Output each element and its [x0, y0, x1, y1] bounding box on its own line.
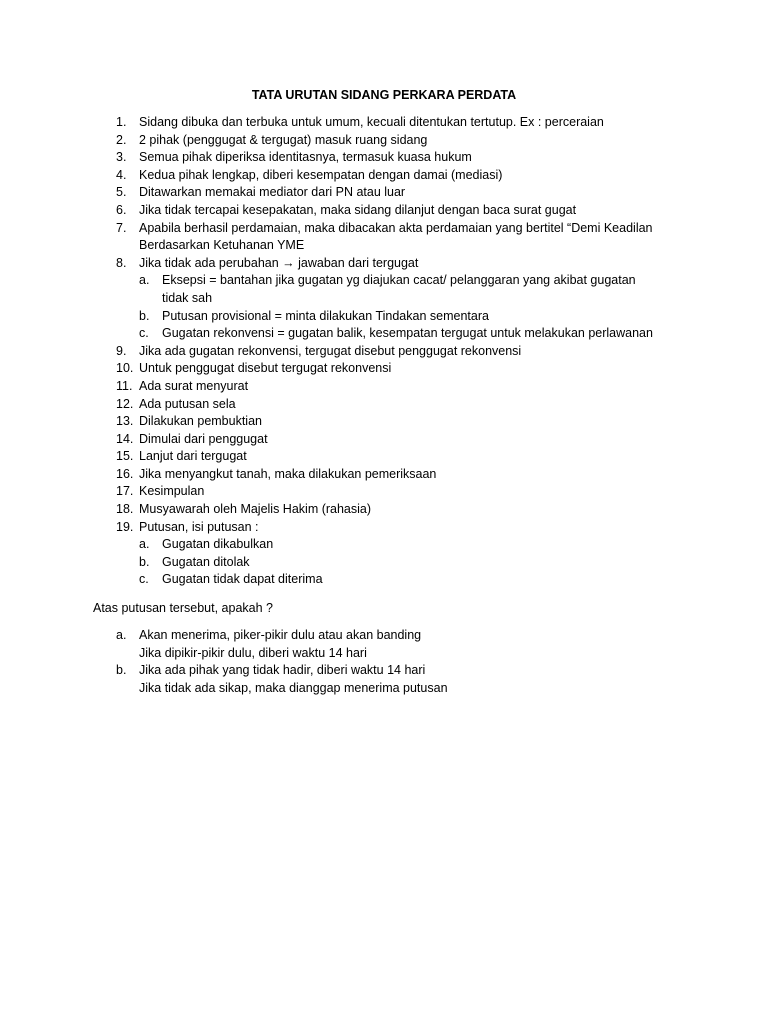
sub-item-text: Gugatan dikabulkan — [162, 537, 274, 552]
item-number: 14. — [116, 431, 134, 446]
item-number: 4. — [116, 167, 127, 182]
sub-item-8a — [0, 272, 768, 290]
answer-letter: a. — [116, 628, 127, 642]
item-text: Jika tidak tercapai kesepakatan, maka sidang dilanjut dengan baca surat gugat — [139, 202, 577, 217]
item-number: 8. — [116, 255, 127, 270]
list-item-19 — [0, 519, 768, 537]
item-number: 1. — [116, 115, 127, 129]
item-text: Jika menyangkut tanah, maka dilakukan pemeriksaan — [139, 466, 437, 481]
list-item-12 — [0, 396, 768, 414]
list-item-18 — [0, 501, 768, 519]
list-item-3 — [0, 149, 768, 167]
list-item-11 — [0, 378, 768, 396]
item-number: 10. — [116, 361, 134, 376]
sub-item-19a — [0, 536, 768, 554]
answer-b-line2 — [0, 680, 768, 698]
item-number: 17. — [116, 484, 134, 499]
sub-item-text: Putusan provisional = minta dilakukan Tindakan sementara — [162, 308, 489, 323]
item-text: Kesimpulan — [139, 484, 205, 499]
sub-item-text: Gugatan rekonvensi = gugatan balik, kesempatan tergugat untuk melakukan perlawanan — [162, 326, 653, 341]
item-number: 15. — [116, 449, 134, 464]
list-item-14 — [0, 431, 768, 449]
sub-item-19b — [0, 554, 768, 572]
sub-item-8c — [0, 325, 768, 343]
item-text: Ditawarkan memakai mediator dari PN atau luar — [139, 185, 406, 200]
list-item-13 — [0, 413, 768, 431]
answer-letter: b. — [116, 663, 127, 678]
answer-a — [0, 627, 768, 645]
item-number: 19. — [116, 519, 134, 534]
item-text: Apabila berhasil perdamaian, maka dibacakan akta perdamaian yang bertitel “Demi Keadilan — [139, 220, 653, 235]
sub-item-text-continued: tidak sah — [162, 290, 213, 305]
item-text: Dilakukan pembuktian — [139, 414, 262, 429]
sub-item-letter: b. — [139, 308, 150, 323]
answer-text-continued: Jika dipikir-pikir dulu, diberi waktu 14 hari — [139, 645, 367, 660]
list-item-10 — [0, 360, 768, 378]
sub-item-text: Eksepsi = bantahan jika gugatan yg diajukan cacat/ pelanggaran yang akibat gugatan — [162, 273, 636, 288]
question-paragraph: Atas putusan tersebut, apakah ? — [93, 601, 273, 615]
list-item-8 — [0, 255, 768, 273]
item-text: Putusan, isi putusan : — [139, 519, 259, 534]
item-text: 2 pihak (penggugat & tergugat) masuk ruang sidang — [139, 132, 428, 147]
item-number: 9. — [116, 343, 127, 358]
item-number: 2. — [116, 132, 127, 147]
item-text: Musyawarah oleh Majelis Hakim (rahasia) — [139, 502, 372, 517]
item-text: Ada putusan sela — [139, 396, 236, 411]
sub-item-8a-continued — [0, 290, 768, 308]
item-number: 18. — [116, 502, 134, 517]
list-item-9 — [0, 343, 768, 361]
sub-item-letter: a. — [139, 537, 150, 552]
item-text: Semua pihak diperiksa identitasnya, termasuk kuasa hukum — [139, 150, 472, 165]
answer-list — [0, 627, 768, 697]
item-number: 13. — [116, 414, 134, 429]
list-item-5 — [0, 184, 768, 202]
list-item-4 — [0, 167, 768, 185]
list-item-1 — [0, 114, 768, 132]
sub-item-19c — [0, 571, 768, 589]
item-number: 12. — [116, 396, 134, 411]
item-number: 3. — [116, 150, 127, 165]
item-number: 7. — [116, 220, 127, 235]
item-text: Sidang dibuka dan terbuka untuk umum, kecuali ditentukan tertutup. Ex : perceraian — [139, 115, 604, 129]
list-item-17 — [0, 483, 768, 501]
answer-text: Jika ada pihak yang tidak hadir, diberi waktu 14 hari — [139, 663, 426, 678]
item-number: 16. — [116, 466, 134, 481]
sub-item-letter: b. — [139, 554, 150, 569]
sub-item-text: Gugatan ditolak — [162, 554, 250, 569]
answer-text-continued: Jika tidak ada sikap, maka dianggap menerima putusan — [139, 680, 448, 695]
list-item-7 — [0, 220, 768, 238]
procedure-list — [0, 114, 768, 589]
item-text: Jika tidak ada perubahan → jawaban dari tergugat — [139, 255, 419, 270]
list-item-2 — [0, 132, 768, 150]
item-text: Dimulai dari penggugat — [139, 431, 268, 446]
sub-item-letter: c. — [139, 326, 149, 341]
answer-a-line2 — [0, 645, 768, 663]
item-text: Jika ada gugatan rekonvensi, tergugat disebut penggugat rekonvensi — [139, 343, 522, 358]
sub-item-letter: a. — [139, 273, 150, 288]
item-text: Ada surat menyurat — [139, 378, 249, 393]
item-text: Untuk penggugat disebut tergugat rekonvensi — [139, 361, 392, 376]
item-number: 11. — [116, 378, 133, 393]
list-item-7-continued — [0, 237, 768, 255]
item-text: Kedua pihak lengkap, diberi kesempatan dengan damai (mediasi) — [139, 167, 503, 182]
list-item-16 — [0, 466, 768, 484]
item-text: Lanjut dari tergugat — [139, 449, 247, 464]
list-item-6 — [0, 202, 768, 220]
sub-item-text: Gugatan tidak dapat diterima — [162, 572, 323, 587]
document-title: TATA URUTAN SIDANG PERKARA PERDATA — [251, 88, 517, 102]
item-number: 6. — [116, 202, 127, 217]
item-text-continued: Berdasarkan Ketuhanan YME — [139, 238, 305, 253]
item-number: 5. — [116, 185, 127, 200]
list-item-15 — [0, 448, 768, 466]
answer-b — [0, 662, 768, 680]
answer-text: Akan menerima, piker-pikir dulu atau akan banding — [139, 628, 422, 642]
sub-item-8b — [0, 308, 768, 326]
sub-item-letter: c. — [139, 572, 149, 587]
